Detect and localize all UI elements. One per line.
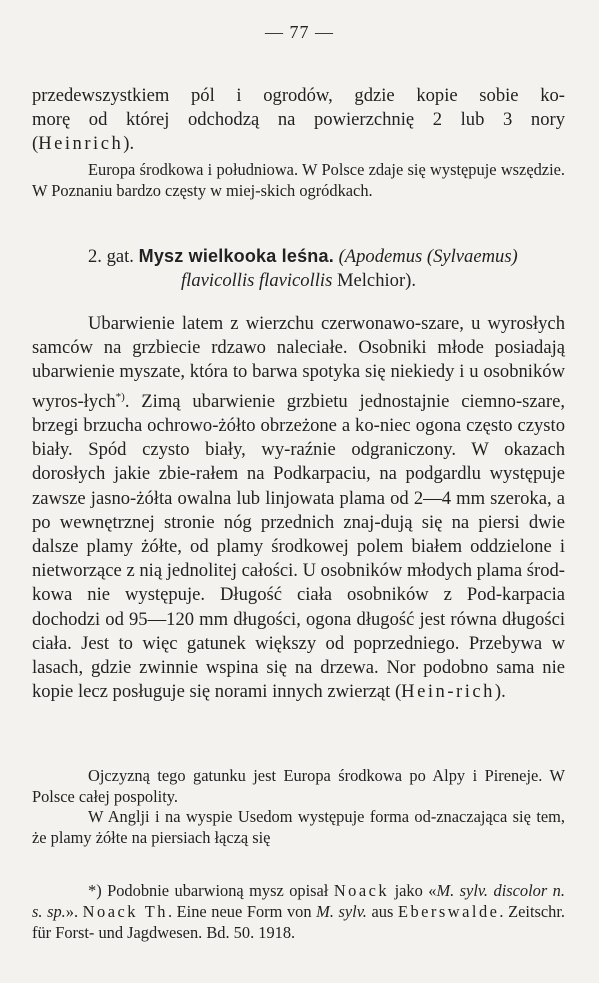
place-name: Eberswalde: [397, 902, 500, 921]
text-fragment: ).: [123, 133, 135, 155]
footnote-mark: *): [88, 881, 102, 900]
paragraph-range: [32, 766, 565, 848]
text-fragment: aus: [366, 902, 398, 921]
text-fragment: ).: [494, 681, 506, 703]
species-latin: (Apodemus (Sylvaemus): [338, 246, 518, 267]
text-fragment: ».: [65, 902, 83, 921]
text-fragment: . Zeitschr. für Forst- und Jagdwesen. Bd. 50. 1918.: [32, 902, 566, 942]
paragraph-line: [32, 132, 565, 156]
text-fragment: . Eine neue Form von: [167, 902, 317, 921]
footnote-mark: *): [115, 390, 125, 403]
author-name: Noack: [333, 881, 390, 900]
paragraph-variant-text: W Anglji i na wyspie Usedom występuje forma od-znaczająca się tem, że plamy żółte na piersiach łączą się: [32, 807, 565, 847]
author-name: Hein-rich: [401, 681, 495, 703]
heading-line: [32, 244, 565, 269]
text-fragment: Podobnie ubarwioną mysz opisał: [101, 881, 334, 900]
text-fragment: . Zimą ubarwienie grzbietu jednostajnie ciemno-szare, brzegi brzucha ochrowo-żółto obrzeżone a ko-niec ogona często czysto biały. Spód czysto biały, wy-raźnie odgraniczony. W okazach dorosłych jakie zbie-rałem na Podkarpaciu, na podgardlu występuje zawsze jasno-żółta owalna lub linjowata plama od 2—4 mm szeroka, a po wewnętrznej stronie nóg przednich znaj-dują się na piersi dwie dalsze plamy żółte, od plamy środkowej polem białem oddzielone i nietworzące z nią jednolitej całości. U osobników młodych plama środ-kowa nie występuje. Długość ciała osobników z Pod-karpacia dochodzi od 95—120 mm długości, ogona długość jest równa długości ciała. Jest to więc gatunek większy od poprzedniego. Przebywa w lasach, gdzie zwinnie wspina się na drzewa. Nor podobno sama nie kopie lecz posługuje się norami innych zwierząt (: [32, 390, 565, 703]
author-name: Heinrich: [38, 133, 124, 155]
species-heading: [32, 244, 565, 293]
text-fragment: jako «: [389, 881, 437, 900]
latin-name: M. sylv. discolor n. s. sp.: [32, 881, 565, 921]
author-name: Noack Th: [82, 902, 168, 921]
paragraph-range-text: Ojczyzną tego gatunku jest Europa środkowa po Alpy i Pireneje. W Polsce całej pospolity.: [32, 766, 565, 806]
paragraph-burrows: [32, 84, 565, 157]
footnote: [32, 880, 565, 943]
paragraph-distribution: Europa środkowa i południowa. W Polsce zdaje się występuje wszędzie. W Poznaniu bardzo częsty w miej-skich ogródkach.: [32, 160, 565, 200]
text-fragment: (: [32, 133, 39, 155]
paragraph-line: przedewszystkiem pól i ogrodów, gdzie kopie sobie ko-: [32, 85, 565, 106]
page-number: — 77 —: [265, 22, 334, 42]
species-author: Melchior).: [336, 270, 416, 292]
species-name: Mysz wielkooka leśna.: [138, 246, 334, 266]
species-number: 2. gat.: [88, 246, 134, 267]
heading-line: [32, 269, 565, 293]
species-latin-2: flavicollis flavicollis: [181, 270, 333, 292]
text-fragment: Ubarwienie latem z wierzchu czerwonawo-szare, u wyrosłych samców na grzbiecie rdzawo naleciałe. Osobniki młode posiadają ubarwienie myszate, która to barwa spotyka się niekiedy i u osobników wyros-łych: [32, 313, 565, 412]
paragraph-line: morę od której odchodzą na powierzchnię 2 lub 3 nory: [32, 109, 565, 131]
paragraph-description: [32, 312, 565, 704]
latin-name: M. sylv.: [316, 902, 367, 921]
